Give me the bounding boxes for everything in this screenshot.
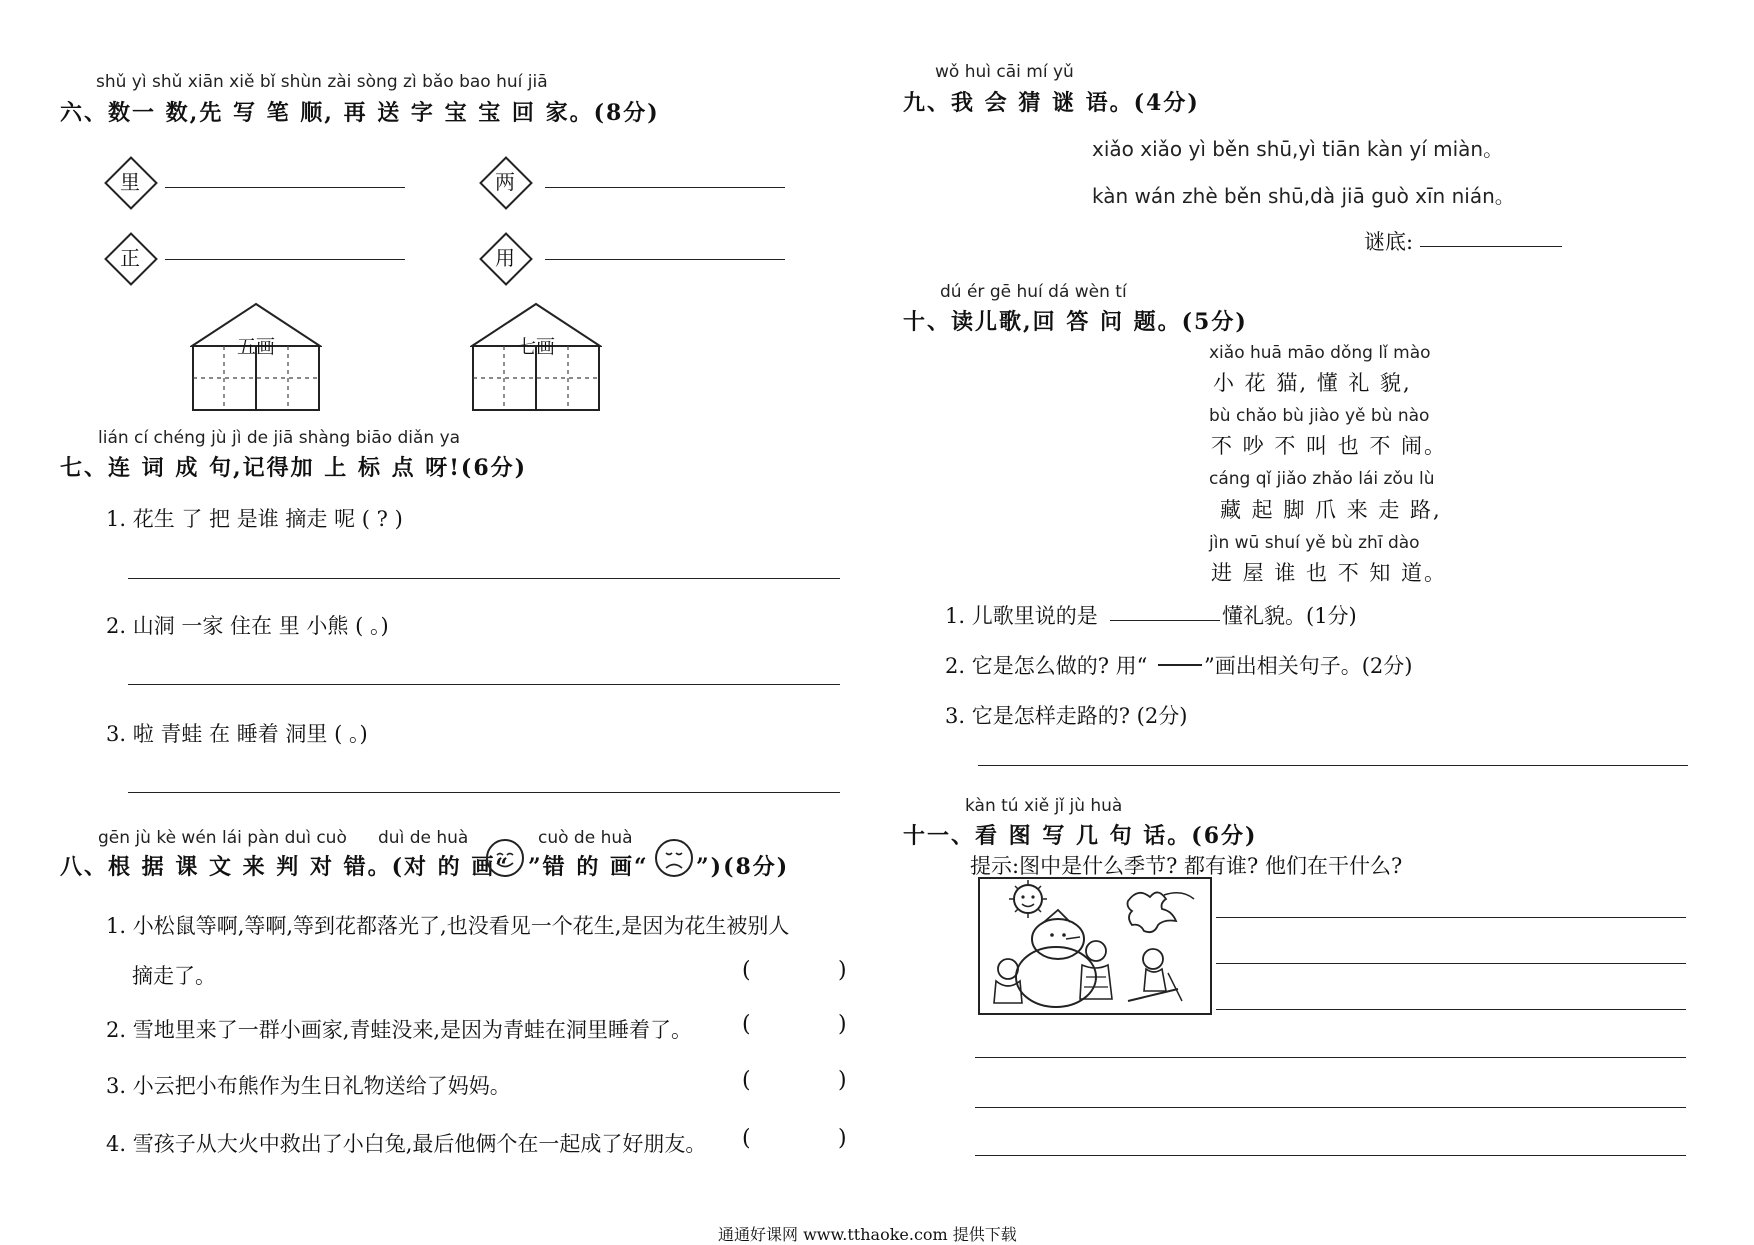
char-diamond-1 — [105, 157, 155, 207]
q8-title-b: ”错 的 画“ — [528, 854, 649, 880]
q7-pinyin: lián cí chéng jù jì de jiā shàng biāo diǎn ya — [98, 428, 461, 448]
q10-title: 十、读儿歌,回 答 问 题。(5分) — [903, 309, 1248, 335]
poem-line-4-pinyin: jìn wū shuí yě bù zhī dào — [1209, 533, 1420, 553]
poem-line-2: 不 吵 不 叫 也 不 闹。 — [1211, 434, 1448, 458]
smile-face-icon — [485, 838, 525, 878]
poem-line-3-pinyin: cáng qǐ jiǎo zhǎo lái zǒu lù — [1209, 469, 1435, 489]
q11-answer-line-1[interactable] — [1216, 917, 1686, 918]
q8-answer-2-open[interactable]: ( — [742, 1012, 751, 1037]
q11-answer-line-4[interactable] — [975, 1057, 1686, 1058]
char-diamond-4 — [480, 233, 530, 283]
q8-pinyin-3: cuò de huà — [538, 828, 633, 848]
stroke-answer-line-1[interactable] — [165, 187, 405, 188]
poem-line-2-pinyin: bù chǎo bù jiào yě bù nào — [1209, 406, 1430, 426]
q8-answer-1-close[interactable]: ) — [838, 958, 847, 983]
q9-pinyin: wǒ huì cāi mí yǔ — [935, 62, 1074, 82]
q11-answer-line-5[interactable] — [975, 1107, 1686, 1108]
riddle-answer-label: 谜底: — [1364, 230, 1414, 254]
q10-pinyin: dú ér gē huí dá wèn tí — [940, 282, 1127, 302]
q8-answer-4-close[interactable]: ) — [838, 1126, 847, 1151]
q6-title: 六、数一 数,先 写 笔 顺, 再 送 字 宝 宝 回 家。(8分) — [60, 100, 660, 126]
winter-scene-illustration — [978, 877, 1212, 1015]
q11-answer-line-3[interactable] — [1216, 1009, 1686, 1010]
q8-item-2: 2. 雪地里来了一群小画家,青蛙没来,是因为青蛙在洞里睡着了。 — [106, 1018, 693, 1042]
q8-answer-3-close[interactable]: ) — [838, 1068, 847, 1093]
q7-answer-line-1[interactable] — [128, 578, 840, 579]
q8-title-c: ”)(8分) — [696, 854, 790, 880]
poem-line-3: 藏 起 脚 爪 来 走 路, — [1220, 498, 1442, 522]
house-box-five-strokes[interactable] — [190, 302, 322, 412]
q8-answer-2-close[interactable]: ) — [838, 1012, 847, 1037]
q10-answer-line-1[interactable] — [1110, 620, 1220, 621]
q7-answer-line-3[interactable] — [128, 792, 840, 793]
poem-line-4: 进 屋 谁 也 不 知 道。 — [1211, 561, 1448, 585]
poem-line-1-pinyin: xiǎo huā māo dǒng lǐ mào — [1209, 343, 1431, 363]
house-box-seven-strokes[interactable] — [470, 302, 602, 412]
q8-item-3: 3. 小云把小布熊作为生日礼物送给了妈妈。 — [106, 1074, 511, 1098]
char-diamond-3 — [105, 233, 155, 283]
poem-line-1: 小 花 猫, 懂 礼 貌, — [1213, 371, 1412, 395]
sad-face-icon — [654, 838, 694, 878]
underline-sample-mark — [1158, 664, 1202, 666]
q7-item-1: 1. 花生 了 把 是谁 摘走 呢 ( ? ) — [106, 507, 403, 531]
stroke-answer-line-3[interactable] — [165, 259, 405, 260]
house-label-seven: 七画 — [516, 336, 555, 358]
stroke-answer-line-2[interactable] — [545, 187, 785, 188]
footer-source: 通通好课网 www.tthaoke.com 提供下载 — [718, 1225, 1017, 1244]
riddle-answer-line[interactable] — [1420, 246, 1562, 247]
char-diamond-3-label: 正 — [120, 246, 140, 270]
q10-item-2-b: ”画出相关句子。(2分) — [1204, 654, 1413, 678]
q8-pinyin-1: gēn jù kè wén lái pàn duì cuò — [98, 828, 347, 848]
char-diamond-2 — [480, 157, 530, 207]
q10-item-1-a: 1. 儿歌里说的是 — [945, 604, 1098, 628]
char-diamond-4-label: 用 — [495, 246, 515, 270]
riddle-line-1: xiǎo xiǎo yì běn shū,yì tiān kàn yí miàn。 — [1092, 137, 1504, 161]
q10-item-3: 3. 它是怎样走路的? (2分) — [945, 704, 1188, 728]
q8-title-a: 八、根 据 课 文 来 判 对 错。(对 的 画“ — [60, 854, 510, 880]
q8-answer-3-open[interactable]: ( — [742, 1068, 751, 1093]
q7-item-2: 2. 山洞 一家 住在 里 小熊 ( 。) — [106, 614, 389, 638]
char-diamond-2-label: 两 — [495, 170, 515, 194]
q7-item-3: 3. 啦 青蛙 在 睡着 洞里 ( 。) — [106, 722, 368, 746]
house-label-five: 五画 — [236, 336, 275, 358]
q10-answer-line-3[interactable] — [978, 765, 1688, 766]
q8-item-4: 4. 雪孩子从大火中救出了小白兔,最后他俩个在一起成了好朋友。 — [106, 1132, 707, 1156]
q7-title: 七、连 词 成 句,记得加 上 标 点 呀!(6分) — [60, 455, 528, 481]
q9-title: 九、我 会 猜 谜 语。(4分) — [903, 90, 1200, 116]
char-diamond-1-label: 里 — [120, 170, 140, 194]
stroke-answer-line-4[interactable] — [545, 259, 785, 260]
q8-answer-1-open[interactable]: ( — [742, 958, 751, 983]
q8-pinyin-2: duì de huà — [378, 828, 469, 848]
q11-hint: 提示:图中是什么季节? 都有谁? 他们在干什么? — [970, 854, 1403, 878]
q11-answer-line-6[interactable] — [975, 1155, 1686, 1156]
q8-answer-4-open[interactable]: ( — [742, 1126, 751, 1151]
q8-item-1-cont: 摘走了。 — [132, 964, 216, 988]
q11-title: 十一、看 图 写 几 句 话。(6分) — [903, 823, 1258, 849]
q7-answer-line-2[interactable] — [128, 684, 840, 685]
riddle-line-2: kàn wán zhè běn shū,dà jiā guò xīn nián。 — [1092, 184, 1515, 208]
q11-pinyin: kàn tú xiě jǐ jù huà — [965, 796, 1123, 816]
q10-item-1-b: 懂礼貌。(1分) — [1222, 604, 1357, 628]
q8-item-1: 1. 小松鼠等啊,等啊,等到花都落光了,也没看见一个花生,是因为花生被别人 — [106, 914, 790, 938]
q6-pinyin: shǔ yì shǔ xiān xiě bǐ shùn zài sòng zì bǎo bao huí jiā — [96, 72, 548, 92]
q10-item-2-a: 2. 它是怎么做的? 用“ — [945, 654, 1148, 678]
q11-answer-line-2[interactable] — [1216, 963, 1686, 964]
